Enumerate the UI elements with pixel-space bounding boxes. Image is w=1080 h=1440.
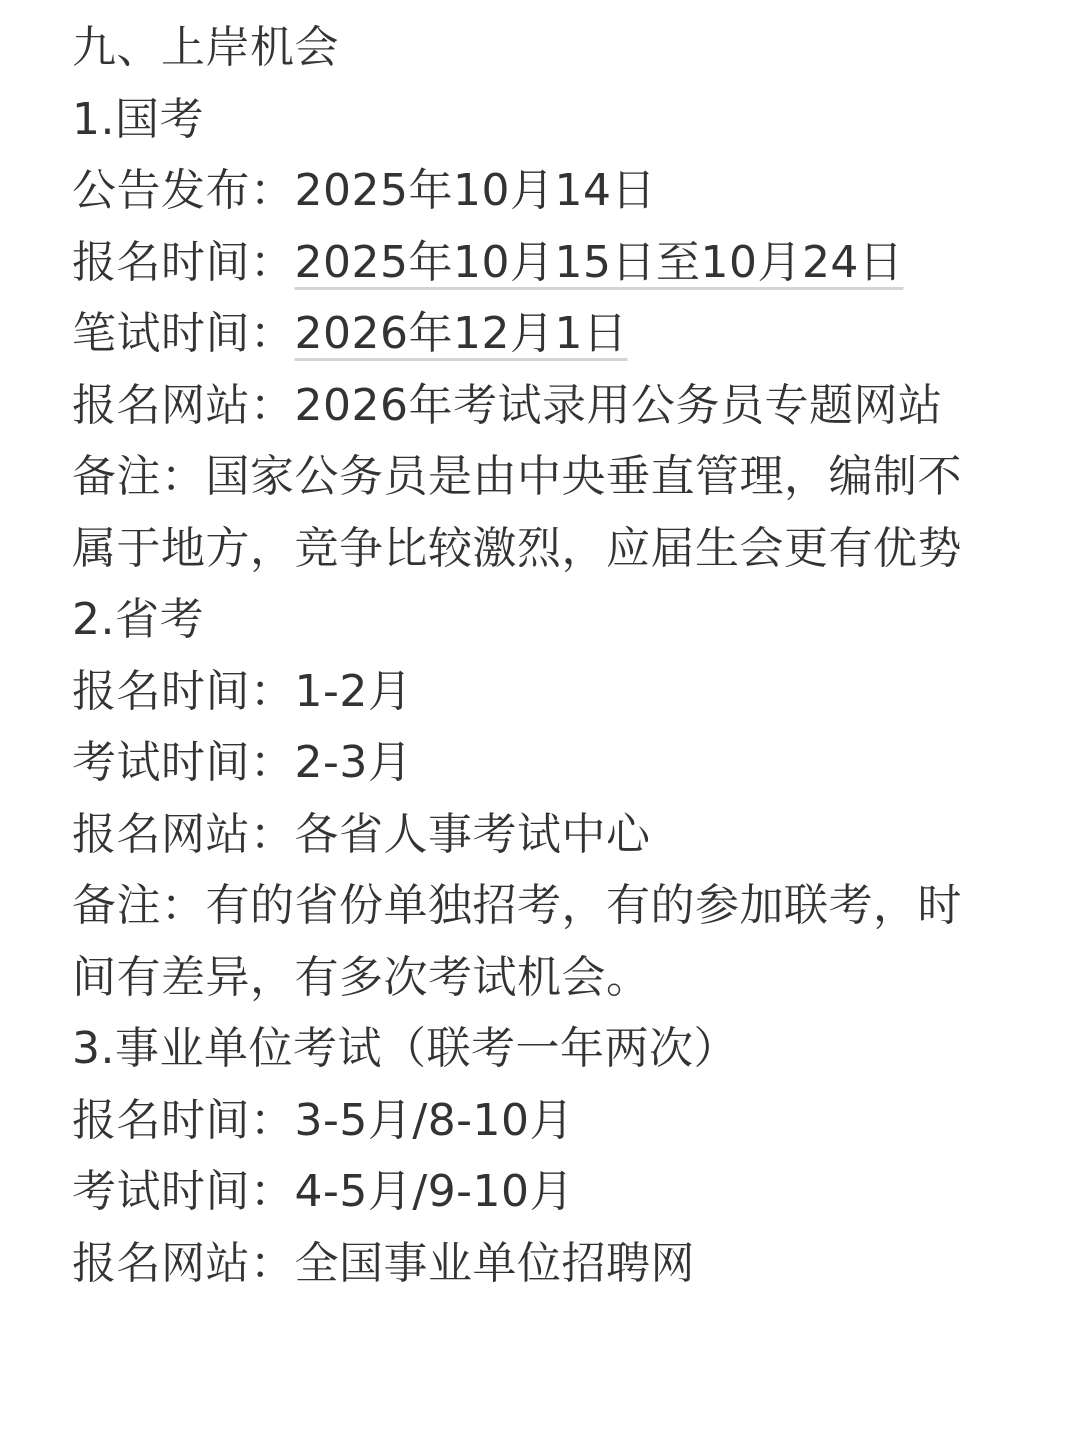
provincial-site-label: 报名网站：	[72, 808, 295, 860]
national-announce-row	[72, 155, 1020, 227]
institution-exam-title: 3.事业单位考试（联考一年两次）	[72, 1023, 738, 1074]
provincial-exam-title: 2.省考	[72, 594, 204, 645]
provincial-site-row	[72, 799, 1020, 871]
institution-exam-value: 4-5月/9-10月	[294, 1166, 575, 1217]
provincial-note-line-1: 备注：有的省份单独招考，有的参加联考，时	[72, 880, 962, 931]
national-site-value: 2026年考试录用公务员专题网站	[294, 379, 943, 431]
national-note-line-2: 属于地方，竞争比较激烈，应届生会更有优势	[72, 522, 962, 574]
section-heading: 九、上岸机会	[72, 22, 339, 73]
national-signup-row	[72, 227, 1020, 299]
national-site-row	[72, 370, 1020, 442]
national-note-line-1: 备注：国家公务员是由中央垂直管理，编制不	[72, 451, 962, 502]
national-signup-label: 报名时间：	[72, 236, 295, 288]
institution-signup-row	[72, 1085, 1020, 1157]
provincial-exam-label: 考试时间：	[72, 737, 295, 788]
institution-signup-label: 报名时间：	[72, 1094, 295, 1146]
provincial-exam-row	[72, 727, 1020, 799]
national-announce-value: 2025年10月14日	[294, 165, 656, 216]
document-body	[72, 12, 1020, 1299]
national-signup-value: 2025年10月15日至10月24日	[294, 236, 904, 288]
provincial-signup-row	[72, 656, 1020, 728]
provincial-site-value: 各省人事考试中心	[294, 808, 651, 860]
national-exam-label: 笔试时间：	[72, 308, 295, 359]
national-exam-value: 2026年12月1日	[294, 308, 628, 359]
national-exam-title: 1.国考	[72, 93, 204, 145]
institution-exam-label: 考试时间：	[72, 1166, 295, 1217]
institution-signup-value: 3-5月/8-10月	[294, 1094, 575, 1146]
provincial-exam-value: 2-3月	[294, 737, 413, 788]
institution-exam-row	[72, 1156, 1020, 1228]
provincial-note-line-2: 间有差异，有多次考试机会。	[72, 951, 651, 1003]
institution-site-label: 报名网站：	[72, 1237, 295, 1289]
national-announce-label: 公告发布：	[72, 165, 295, 216]
national-site-label: 报名网站：	[72, 379, 295, 431]
national-exam-row	[72, 298, 1020, 370]
provincial-signup-value: 1-2月	[294, 665, 413, 717]
provincial-signup-label: 报名时间：	[72, 665, 295, 717]
institution-site-value: 全国事业单位招聘网	[294, 1237, 695, 1289]
institution-site-row	[72, 1228, 1020, 1300]
